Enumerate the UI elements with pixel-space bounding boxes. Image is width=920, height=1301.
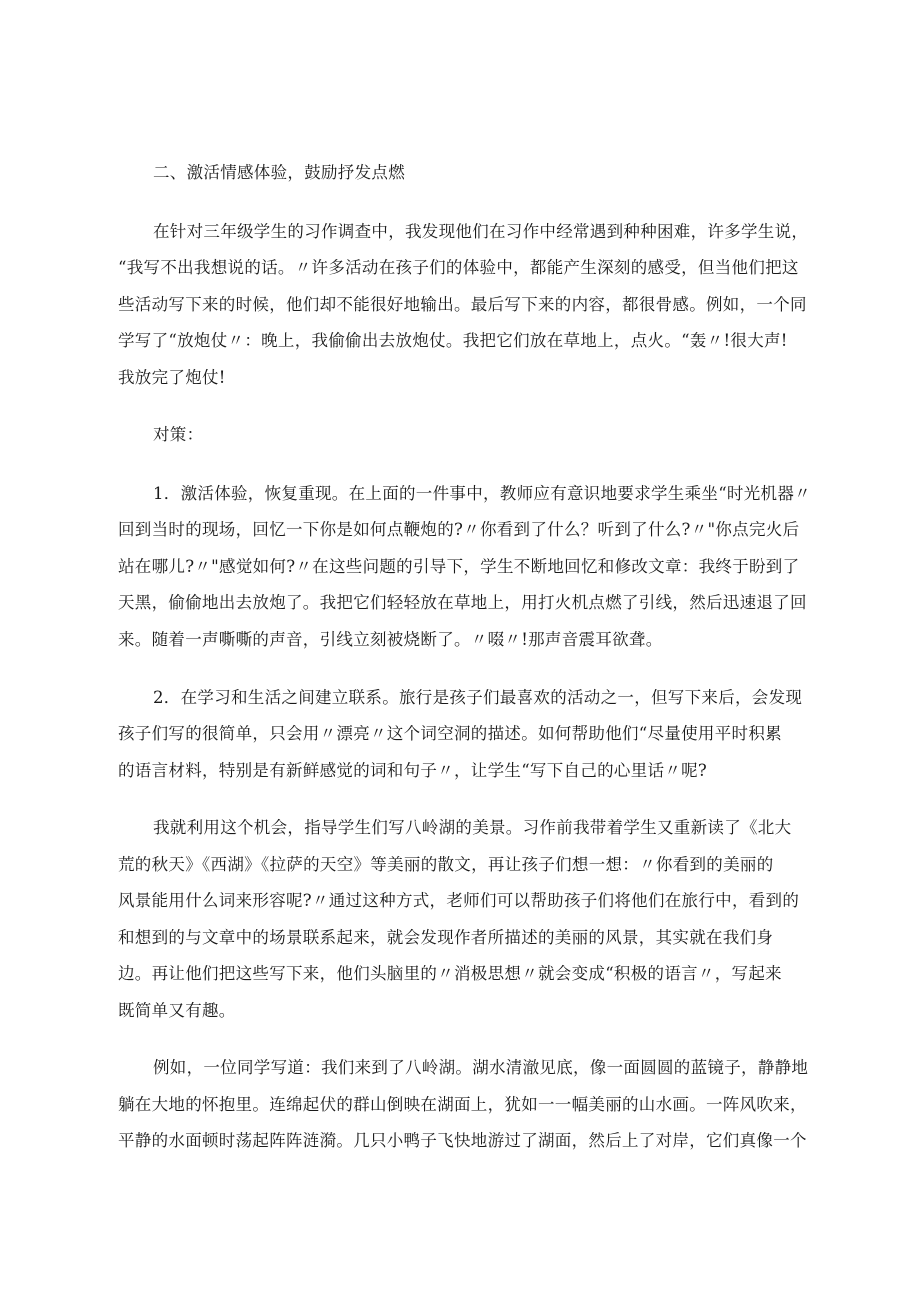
paragraph-4-line-1: 2．在学习和生活之间建立联系。旅行是孩子们最喜欢的活动之一，但写下来后，会发现 xyxy=(153,688,803,707)
paragraph-5-line-5: 边。再让他们把这些写下来，他们头脑里的〃消极思想〃就会变成“积极的语言〃，写起来 xyxy=(118,964,782,983)
countermeasure-label: 对策： xyxy=(153,425,204,444)
paragraph-5-line-2: 荒的秋天》《西湖》《拉萨的天空》等美丽的散文，再让孩子们想一想：〃你看到的美丽的 xyxy=(118,855,774,874)
paragraph-6-line-2: 躺在大地的怀抱里。连绵起伏的群山倒映在湖面上，犹如一一幅美丽的山水画。一阵风吹来， xyxy=(118,1095,807,1114)
paragraph-5-line-6: 既简单又有趣。 xyxy=(118,1001,236,1020)
paragraph-3-line-2: 回到当时的现场，回忆一下你是如何点鞭炮的?〃你看到了什么？听到了什么?〃"你点完火后 xyxy=(118,520,800,539)
paragraph-3-line-3: 站在哪儿?〃"感觉如何?〃在这些问题的引导下，学生不断地回忆和修改文章：我终于盼到了 xyxy=(118,557,800,576)
paragraph-4-line-2: 孩子们写的很简单，只会用〃漂亮〃这个词空洞的描述。如何帮助他们“尽量使用平时积累 xyxy=(118,724,782,743)
paragraph-1-line-1: 在针对三年级学生的习作调查中，我发现他们在习作中经常遇到种种困难，许多学生说， xyxy=(153,222,809,241)
section-heading: 二、激活情感体验，鼓励抒发点燃 xyxy=(153,163,405,182)
paragraph-5-line-4: 和想到的与文章中的场景联系起来，就会发现作者所描述的美丽的风景，其实就在我们身 xyxy=(118,928,774,947)
paragraph-3-line-5: 来。随着一声嘶嘶的声音，引线立刻被烧断了。〃啜〃!那声音震耳欲聋。 xyxy=(118,630,663,649)
paragraph-1-line-2: “我写不出我想说的话。〃许多活动在孩子们的体验中，都能产生深刻的感受，但当他们把这 xyxy=(118,258,799,277)
paragraph-3-line-4: 天黑，偷偷地出去放炮了。我把它们轻轻放在草地上，用打火机点燃了引线，然后迅速退了回 xyxy=(118,593,807,612)
paragraph-3-line-1: 1．激活体验，恢复重现。在上面的一件事中，教师应有意识地要求学生乘坐“时光机器〃 xyxy=(153,484,811,503)
paragraph-6-line-3: 平静的水面顿时荡起阵阵涟漪。几只小鸭子飞快地游过了湖面，然后上了对岸，它们真像一个 xyxy=(118,1131,807,1150)
paragraph-4-line-3: 的语言材料，特别是有新鲜感觉的词和句子〃，让学生“写下自己的心里话〃呢? xyxy=(118,761,708,780)
paragraph-5-line-1: 我就利用这个机会，指导学生们写八岭湖的美景。习作前我带着学生又重新读了《北大 xyxy=(153,818,792,837)
paragraph-1-line-3: 些活动写下来的时候，他们却不能很好地输出。最后写下来的内容，都很骨感。例如，一个同 xyxy=(118,295,807,314)
paragraph-6-line-1: 例如，一位同学写道：我们来到了八岭湖。湖水清澈见底，像一面圆圆的蓝镜子，静静地 xyxy=(153,1058,809,1077)
paragraph-1-line-5: 我放完了炮仗! xyxy=(118,368,226,387)
paragraph-1-line-4: 学写了“放炮仗〃：晚上，我偷偷出去放炮仗。我把它们放在草地上，点火。“轰〃!很大声! xyxy=(118,331,788,350)
paragraph-5-line-3: 风景能用什么词来形容呢?〃通过这种方式，老师们可以帮助孩子们将他们在旅行中，看到的 xyxy=(118,891,800,910)
